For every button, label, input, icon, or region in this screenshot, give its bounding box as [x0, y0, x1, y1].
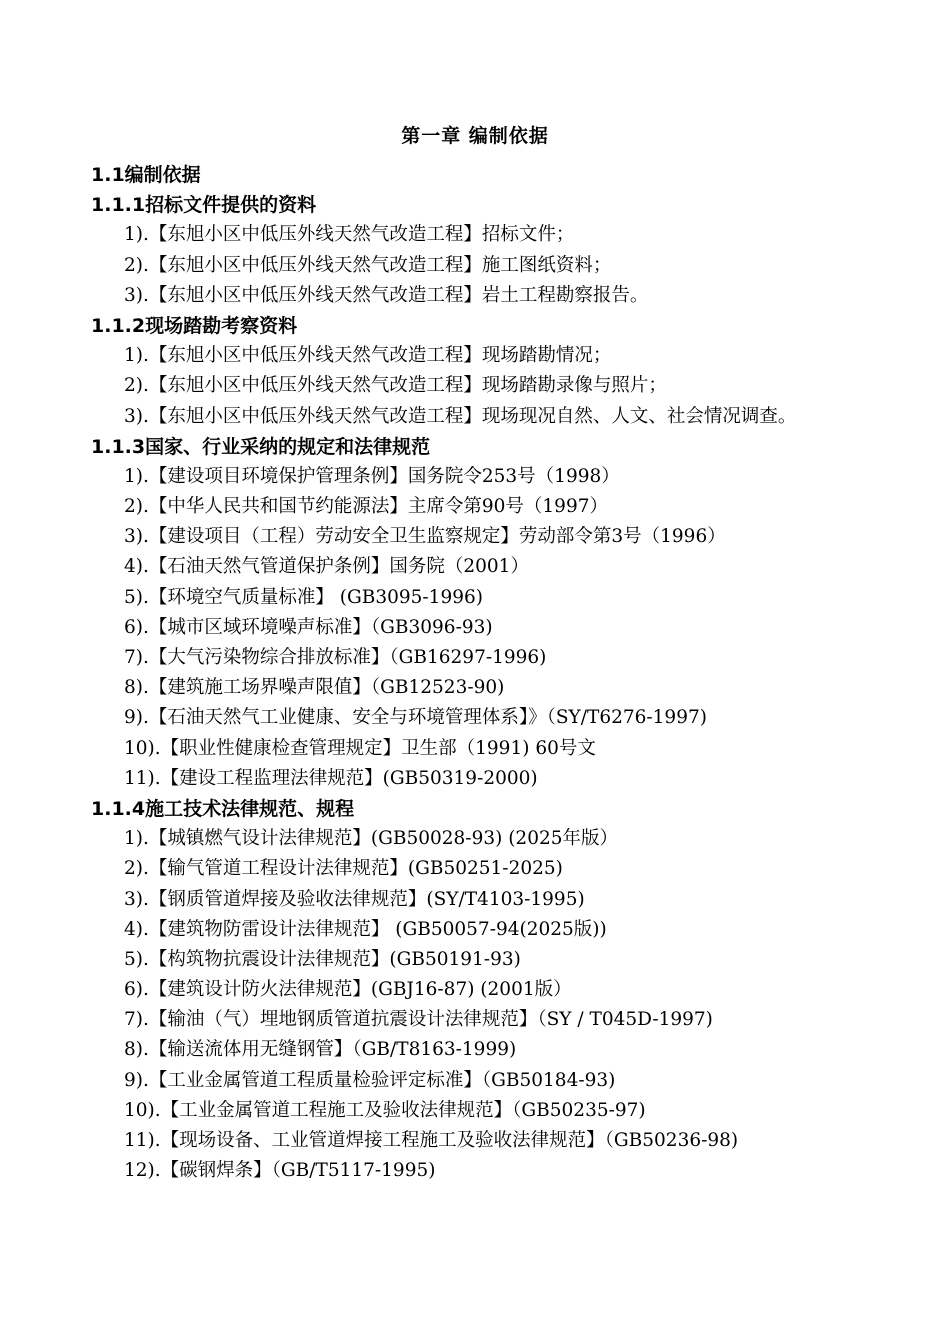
list-item: 9).【石油天然气工业健康、安全与环境管理体系】》（SY/T6276-1997) [124, 707, 707, 729]
subsection-heading: 1.1.1招标文件提供的资料 [91, 194, 317, 217]
subsection-heading: 1.1.2现场踏勘考察资料 [91, 314, 298, 337]
list-item: 6).【建筑设计防火法律规范】(GBJ16-87) (2001版） [124, 979, 572, 1001]
list-item: 12).【碳钢焊条】（GB/T5117-1995) [124, 1160, 436, 1182]
list-item: 7).【输油（气）埋地钢质管道抗震设计法律规范】（SY / T045D-1997) [124, 1009, 713, 1031]
list-item: 9).【工业金属管道工程质量检验评定标准】（GB50184-93) [124, 1069, 616, 1091]
list-item: 6).【城市区域环境噪声标准】（GB3096-93) [124, 616, 493, 638]
chapter-title: 第一章 编制依据 [401, 125, 549, 147]
list-item: 4).【建筑物防雷设计法律规范】 (GB50057-94(2025版)) [124, 918, 607, 940]
list-item: 4).【石油天然气管道保护条例】国务院（2001） [124, 556, 529, 578]
list-item: 11).【建设工程监理法律规范】(GB50319-2000) [124, 767, 538, 789]
list-item: 3).【建设项目（工程）劳动安全卫生监察规定】劳动部令第3号（1996） [124, 526, 726, 548]
list-item: 8).【输送流体用无缝钢管】（GB/T8163-1999) [124, 1039, 517, 1061]
list-item: 10).【工业金属管道工程施工及验收法律规范】（GB50235-97) [124, 1099, 646, 1121]
list-item: 11).【现场设备、工业管道焊接工程施工及验收法律规范】（GB50236-98) [124, 1130, 739, 1152]
list-item: 10).【职业性健康检查管理规定】卫生部（1991) 60号文 [124, 737, 596, 759]
list-item: 5).【环境空气质量标准】 (GB3095-1996) [124, 586, 483, 608]
list-item: 2).【中华人民共和国节约能源法】主席令第90号（1997） [124, 496, 608, 518]
list-item: 3).【东旭小区中低压外线天然气改造工程】岩土工程勘察报告。 [124, 284, 649, 306]
list-item: 3).【钢质管道焊接及验收法律规范】(SY/T4103-1995) [124, 888, 585, 910]
list-item: 7).【大气污染物综合排放标准】（GB16297-1996) [124, 647, 547, 669]
list-item: 3).【东旭小区中低压外线天然气改造工程】现场现况自然、人文、社会情况调查。 [124, 405, 797, 427]
list-item: 2).【输气管道工程设计法律规范】(GB50251-2025) [124, 858, 563, 880]
section-heading: 1.1编制依据 [91, 164, 201, 186]
document-body [91, 160, 871, 1186]
list-item: 8).【建筑施工场界噪声限值】（GB12523-90) [124, 677, 505, 699]
list-item: 1).【建设项目环境保护管理条例】国务院令253号（1998） [124, 465, 620, 487]
list-item: 1).【城镇燃气设计法律规范】(GB50028-93) (2025年版） [124, 828, 619, 850]
list-item: 1).【东旭小区中低压外线天然气改造工程】现场踏勘情况； [124, 345, 612, 367]
subsection-heading: 1.1.3国家、行业采纳的规定和法律规范 [91, 435, 431, 458]
subsection-heading: 1.1.4施工技术法律规范、规程 [91, 797, 355, 820]
list-item: 2).【东旭小区中低压外线天然气改造工程】现场踏勘录像与照片； [124, 375, 667, 397]
list-item: 5).【构筑物抗震设计法律规范】(GB50191-93) [124, 948, 521, 970]
list-item: 1).【东旭小区中低压外线天然气改造工程】招标文件； [124, 224, 575, 246]
list-item: 2).【东旭小区中低压外线天然气改造工程】施工图纸资料； [124, 254, 612, 276]
